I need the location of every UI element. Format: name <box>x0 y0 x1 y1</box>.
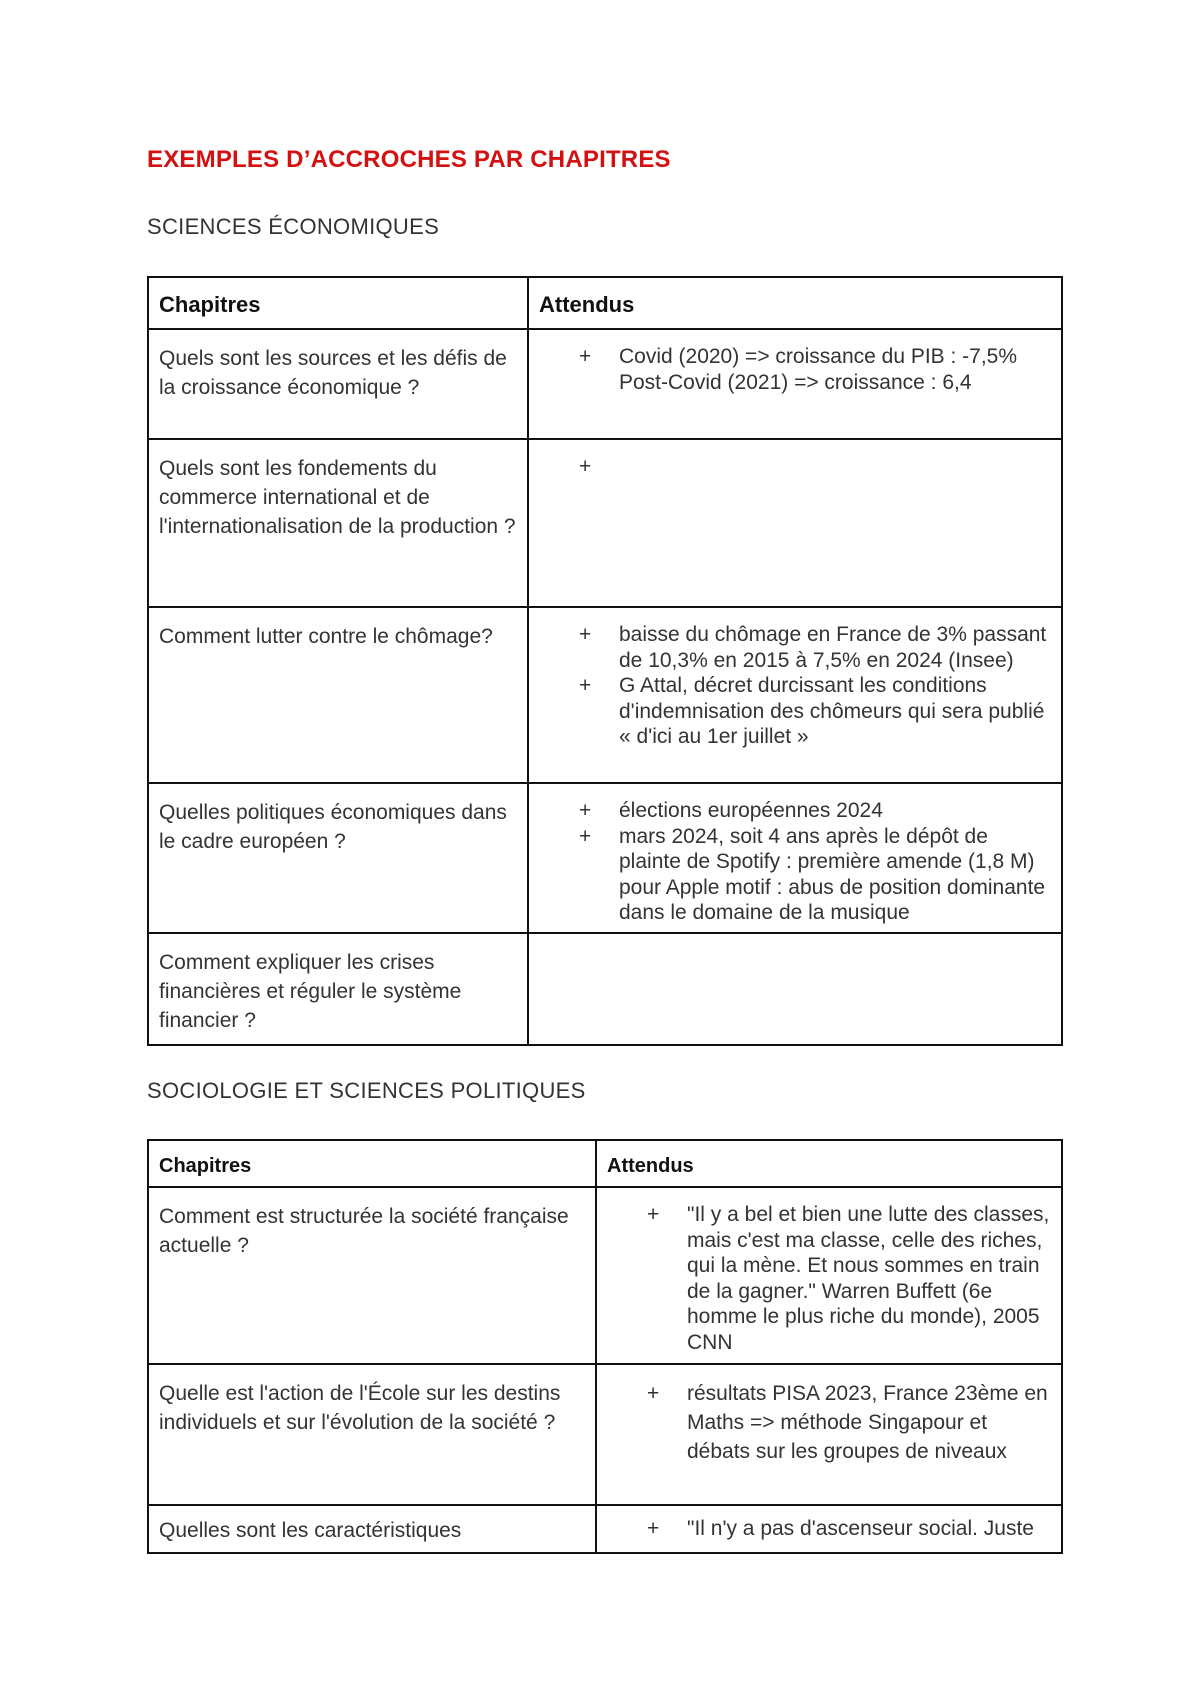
chapter-question: Comment expliquer les crises financières et réguler le système financier ? <box>159 951 462 1032</box>
chapter-question: Quels sont les sources et les défis de la croissance économique ? <box>159 347 507 399</box>
table-row <box>148 607 1062 783</box>
table-row <box>148 783 1062 933</box>
table-row <box>148 1505 1062 1553</box>
table-row <box>148 1364 1062 1505</box>
attendu-item: + "Il y a bel et bien une lutte des classes, mais c'est ma classe, celle des riches, qui la mène. Et nous sommes en train de la gagner." Warren Buffett (6e homme le plus riche du monde), 2005 CNN <box>647 1202 1051 1355</box>
document-title: EXEMPLES D’ACCROCHES PAR CHAPITRES <box>147 146 671 173</box>
section-heading-economics: SCIENCES ÉCONOMIQUES <box>147 214 440 239</box>
sociology-table <box>147 1139 1063 1554</box>
column-header-chapitres: Chapitres <box>159 292 261 317</box>
empty-attendus-cell <box>529 934 1061 948</box>
section-heading-sociology: SOCIOLOGIE ET SCIENCES POLITIQUES <box>147 1078 586 1103</box>
attendu-item: + Covid (2020) => croissance du PIB : -7,5% Post-Covid (2021) => croissance : 6,4 <box>579 344 1051 395</box>
attendu-item: + baisse du chômage en France de 3% passant de 10,3% en 2015 à 7,5% en 2024 (Insee) <box>579 622 1051 673</box>
table-row <box>148 933 1062 1045</box>
chapter-question: Comment lutter contre le chômage? <box>159 625 493 648</box>
chapter-question: Comment est structurée la société française actuelle ? <box>159 1205 569 1257</box>
chapter-question: Quelles sont les caractéristiques <box>159 1519 462 1542</box>
table-header-row <box>148 1140 1062 1187</box>
table-row <box>148 329 1062 439</box>
attendu-item: + résultats PISA 2023, France 23ème en Maths => méthode Singapour et débats sur les groupes de niveaux <box>647 1379 1051 1466</box>
attendu-item: + "Il n'y a pas d'ascenseur social. Juste <box>647 1516 1051 1542</box>
attendu-item: + élections européennes 2024 <box>579 798 1051 824</box>
column-header-chapitres: Chapitres <box>159 1155 252 1177</box>
attendu-item: + mars 2024, soit 4 ans après le dépôt de plainte de Spotify : première amende (1,8 M) pour Apple motif : abus de position dominante dans le domaine de la musique <box>579 824 1051 926</box>
economics-table <box>147 276 1063 1046</box>
column-header-attendus: Attendus <box>607 1155 694 1177</box>
table-row <box>148 1187 1062 1364</box>
chapter-question: Quelle est l'action de l'École sur les destins individuels et sur l'évolution de la société ? <box>159 1382 561 1434</box>
chapter-question: Quelles politiques économiques dans le cadre européen ? <box>159 801 507 853</box>
attendu-item: + G Attal, décret durcissant les conditions d'indemnisation des chômeurs qui sera publié « d'ici au 1er juillet » <box>579 673 1051 750</box>
table-header-row <box>148 277 1062 329</box>
table-row <box>148 439 1062 607</box>
chapter-question: Quels sont les fondements du commerce international et de l'internationalisation de la production ? <box>159 457 516 538</box>
column-header-attendus: Attendus <box>539 292 635 317</box>
